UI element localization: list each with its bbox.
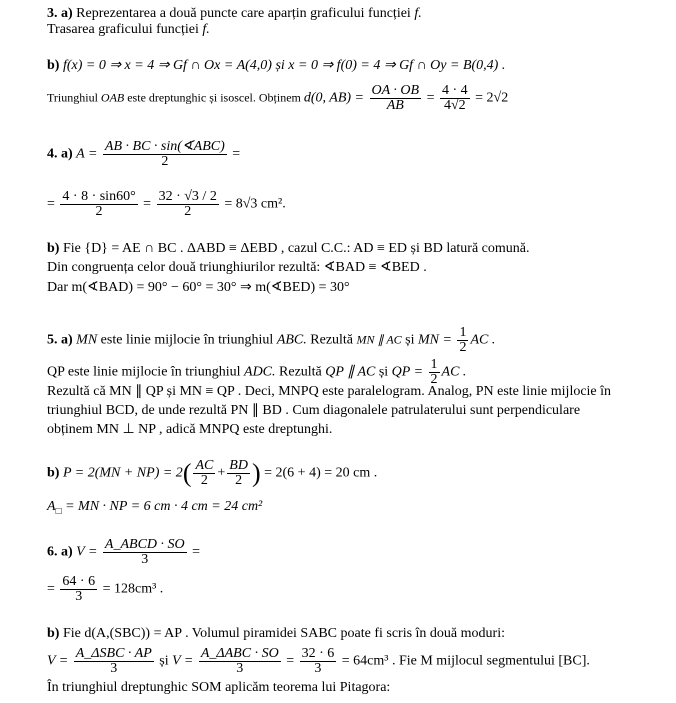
fraction: $\frac{32 \cdot 6}{3}$ (301, 646, 335, 676)
fraction: $\frac{1}{2}$ (430, 357, 438, 387)
fraction: $\frac{\text{A\_ΔSBC · AP}}{3}$ (75, 646, 152, 676)
ex5-a-line2: QP este linie mijlocie în triunghiul ADC. Rezultă QP ∥ AC și QP = $\frac{1}{2}$ AC . (47, 357, 467, 387)
ex3-distance-line: Triunghiul OAB este dreptunghic și isoscel. Obținem d(0, AB) = $\frac{OA \cdot OB}{AB}$ = $\frac{4 \cdot 4}{4√2}$ = 2√2 (47, 83, 509, 113)
ex5-a-line5: obținem MN ⊥ NP , adică MNPQ este dreptunghi. (47, 422, 333, 437)
ex4-b-line3: Dar m(∢BAD) = 90° − 60° = 30° ⇒ m(∢BED) = 30° (47, 280, 350, 295)
fraction: $\frac{64 \cdot 6}{3}$ (62, 574, 96, 604)
ex5-b-line2: $A_□$ = MN · NP = 6 cm · 4 cm = 24 cm² (47, 499, 263, 517)
fraction: $\frac{OA \cdot OB}{AB}$ (371, 83, 420, 113)
ex3-a-label: 3. a) (47, 6, 73, 21)
ex6-b-line2: V = $\frac{\text{A\_ΔSBC · AP}}{3}$ și V = $\frac{\text{A\_ΔABC · SO}}{3}$ = $\frac{32 \cdot 6}{3}$ = 64cm³ . Fie M mijlocul segmentului [BC]. (47, 646, 590, 676)
ex3-b-line: b) f(x) = 0 ⇒ x = 4 ⇒ Gf ∩ Ox = A(4,0) și x = 0 ⇒ f(0) = 4 ⇒ Gf ∩ Oy = B(0,4) . (47, 58, 506, 73)
fraction: $\frac{4 \cdot 8 \cdot \sin 60^\circ}{2}$ (62, 189, 136, 219)
fraction: $\frac{BD}{2}$ (229, 458, 248, 488)
ex5-a-line1: 5. a) MN este linie mijlocie în triunghiul ABC. Rezultă MN ∥ AC și MN = $\frac{1}{2}$ AC . (47, 325, 496, 355)
fraction: $\frac{32 \cdot √3 / 2}{2}$ (158, 189, 217, 219)
ex5-b-line1: b) P = 2(MN + NP) = 2( $\frac{AC}{2}$ + $\frac{BD}{2}$ ) = 2(6 + 4) = 20 cm . (47, 458, 378, 488)
fraction: $\frac{\text{AB · BC · sin(∢ABC)}}{2}$ (104, 139, 225, 169)
ex6-b-line1: b) Fie d(A,(SBC)) = AP . Volumul piramidei SABC poate fi scris în două moduri: (47, 626, 505, 641)
ex5-a-line3: Rezultă că MN ∥ QP și MN ≡ QP . Deci, MNPQ este paralelogram. Analog, PN este linie mijlocie în (47, 384, 612, 399)
ex6-b-line3: În triunghiul dreptunghic SOM aplicăm teorema lui Pitagora: (47, 680, 391, 695)
ex4-b-line1: b) Fie {D} = AE ∩ BC . ΔABD ≡ ΔEBD , cazul C.C.: AD ≡ ED și BD latură comună. (47, 241, 530, 256)
fraction: $\frac{\text{A\_ΔABC · SO}}{3}$ (200, 646, 279, 676)
ex3-a-line2: Trasarea graficului funcției f. (47, 22, 210, 37)
ex6-a-line1: 6. a) V = $\frac{\text{A\_ABCD · SO}}{3}$ = (47, 537, 201, 567)
fraction: $\frac{4 \cdot 4}{4√2}$ (441, 83, 468, 113)
ex3-a-line1: 3. a) Reprezentarea a două puncte care aparțin graficului funcției f. (47, 6, 422, 21)
paren-open: ( (182, 458, 192, 488)
ex5-a-line4: triunghiul BCD, de unde rezultă PN ∥ BD . Cum diagonalele patrulaterului sunt perpendiculare (47, 403, 581, 418)
paren-close: ) (251, 458, 261, 488)
fraction: $\frac{\text{A\_ABCD · SO}}{3}$ (104, 537, 185, 567)
ex4-a-line2: = $\frac{4 \cdot 8 \cdot \sin 60^\circ}{2}$ = $\frac{32 \cdot √3 / 2}{2}$ = 8√3 cm². (47, 189, 286, 219)
ex4-b-line2: Din congruența celor două triunghiurilor rezultă: ∢BAD ≡ ∢BED . (47, 260, 427, 275)
fraction: $\frac{AC}{2}$ (195, 458, 214, 488)
ex4-a-line1: 4. a) A = $\frac{\text{AB · BC · sin(∢ABC)}}{2}$ = (47, 139, 241, 169)
fraction: $\frac{1}{2}$ (459, 325, 467, 355)
ex6-a-line2: = $\frac{64 \cdot 6}{3}$ = 128cm³ . (47, 574, 164, 604)
